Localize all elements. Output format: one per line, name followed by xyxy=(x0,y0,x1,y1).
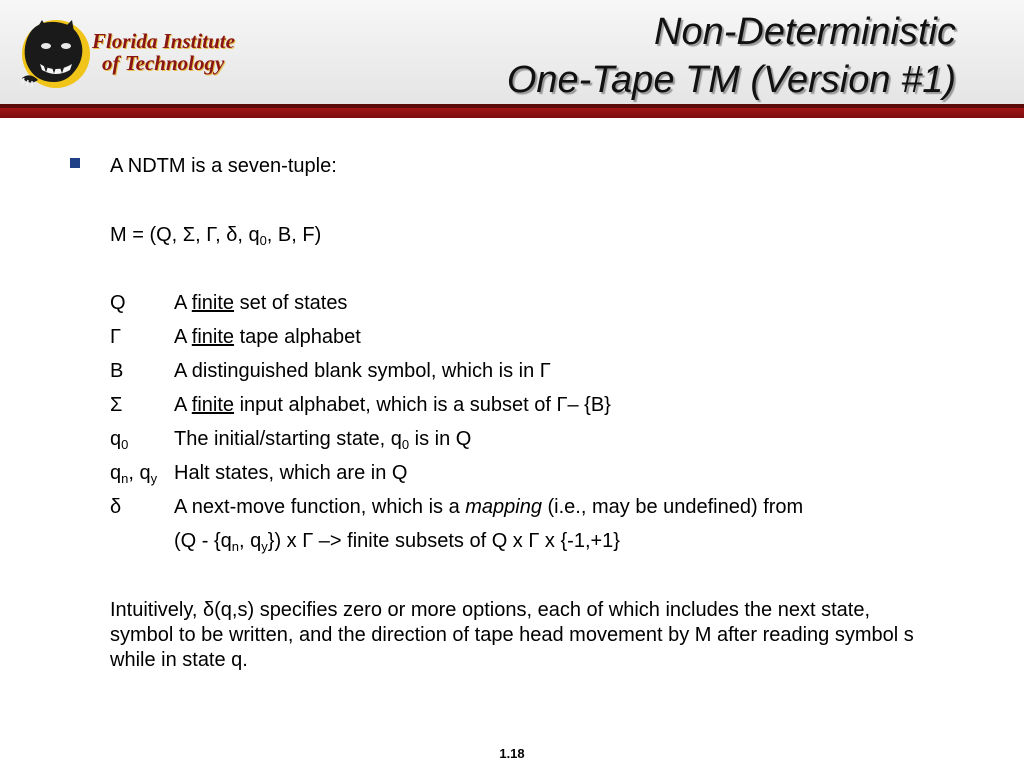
def-q0-sub: 0 xyxy=(401,437,410,452)
definition-delta xyxy=(174,496,803,519)
def-gamma-underlined: finite xyxy=(191,326,235,348)
def-gamma-post: tape alphabet xyxy=(234,326,361,348)
definition-q xyxy=(174,292,347,315)
square-bullet-icon xyxy=(70,158,80,168)
symbol-q0-base: q xyxy=(110,428,122,450)
def-q0-pre: The initial/starting state, q xyxy=(174,428,402,450)
page-number: 1.18 xyxy=(499,746,525,761)
definition-b: A distinguished blank symbol, which is in Γ xyxy=(174,360,551,382)
slide-title-line-1: Non-Deterministic xyxy=(654,11,956,53)
def-sigma-post: input alphabet, which is a subset of Γ– {B} xyxy=(234,394,611,416)
bullet-intro: A NDTM is a seven-tuple: xyxy=(110,155,337,177)
symbol-q0-sub: 0 xyxy=(121,437,129,452)
def-delta-l2-sub1: n xyxy=(231,539,240,554)
def-q-post: set of states xyxy=(234,292,348,314)
def-delta-post: (i.e., may be undefined) from xyxy=(541,496,804,518)
symbol-halt-sub-b: y xyxy=(150,471,158,486)
symbol-halt-sub-a: n xyxy=(121,471,129,486)
symbol-q: Q xyxy=(110,292,126,314)
def-delta-l2-c: }) x Γ –> finite subsets of Q x Γ x {-1,+1} xyxy=(267,530,620,552)
symbol-q0 xyxy=(110,428,128,451)
symbol-delta: δ xyxy=(110,496,122,518)
slide-title-line-2: One-Tape TM (Version #1) xyxy=(506,59,956,101)
definition-delta-line-2 xyxy=(174,530,620,553)
logo-line-1: Florida Institute xyxy=(92,29,235,53)
def-q0-post: is in Q xyxy=(409,428,472,450)
logo-line-2: of Technology xyxy=(102,51,225,75)
symbol-halt xyxy=(110,462,157,485)
symbol-halt-sep: , xyxy=(128,462,140,484)
def-sigma-pre: A xyxy=(174,394,192,416)
symbol-halt-b: q xyxy=(139,462,151,484)
tuple-suffix: , B, F) xyxy=(266,224,322,246)
definition-sigma xyxy=(174,394,611,417)
symbol-sigma: Σ xyxy=(110,394,123,416)
tuple-subscript: 0 xyxy=(259,233,267,248)
def-delta-pre: A next-move function, which is a xyxy=(174,496,466,518)
def-q-underlined: finite xyxy=(191,292,235,314)
def-gamma-pre: A xyxy=(174,326,192,348)
definition-halt: Halt states, which are in Q xyxy=(174,462,408,484)
definition-gamma xyxy=(174,326,361,349)
definition-q0 xyxy=(174,428,471,451)
symbol-halt-a: q xyxy=(110,462,122,484)
def-delta-l2-b: , q xyxy=(239,530,262,552)
def-delta-l2-a: (Q - {q xyxy=(174,530,232,552)
tuple-definition xyxy=(110,224,321,247)
tuple-prefix: M = (Q, Σ, Γ, δ, q xyxy=(110,224,260,246)
intuition-paragraph: Intuitively, δ(q,s) specifies zero or more options, each of which includes the next state, symbol to be written, and the direction of tape head movement by M after reading symbol s while in state q. xyxy=(110,599,914,671)
def-delta-em: mapping xyxy=(465,496,542,518)
def-sigma-underlined: finite xyxy=(191,394,235,416)
def-delta-l2-sub2: y xyxy=(261,539,268,554)
def-q-pre: A xyxy=(174,292,192,314)
symbol-gamma: Γ xyxy=(110,326,122,348)
symbol-b: B xyxy=(110,360,124,382)
